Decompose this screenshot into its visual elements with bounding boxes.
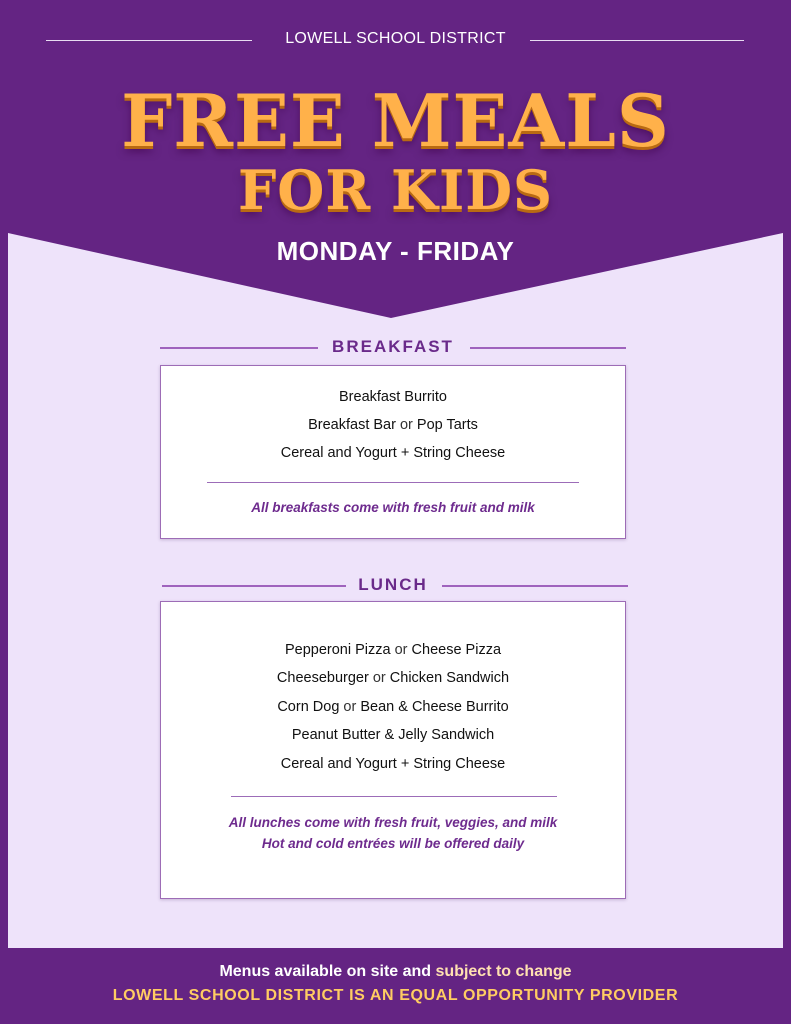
footer-disclaimer-part: Menus available on site and [219,963,432,980]
breakfast-item [161,417,625,433]
footer-disclaimer [0,963,791,981]
breakfast-rule-right [470,347,626,349]
lunch-item-name: Chicken Sandwich [389,670,510,686]
lunch-item-name: Pepperoni Pizza [284,642,391,658]
lunch-card [160,601,626,899]
lunch-note: Hot and cold entrées will be offered daily [261,836,525,851]
breakfast-card [160,365,626,539]
footer-disclaimer-highlight: subject to change [435,963,572,980]
breakfast-item [161,389,625,405]
lunch-rule-right [442,585,628,587]
lunch-item-name: Cheese Pizza [411,642,502,658]
equal-opportunity-statement: LOWELL SCHOOL DISTRICT IS AN EQUAL OPPORTUNITY PROVIDER [112,987,679,1004]
lunch-heading-label: LUNCH [358,575,428,594]
flyer-body [8,8,783,948]
title-line-2: FOR KIDS [237,158,554,222]
breakfast-divider [207,482,579,483]
lunch-item [161,727,625,743]
or-connector: or [372,670,386,686]
breakfast-item-name: Breakfast Bar [308,417,396,433]
breakfast-item-name: Breakfast Burrito [339,389,447,405]
lunch-item-name: Corn Dog [277,699,340,715]
district-name: LOWELL SCHOOL DISTRICT [285,30,506,47]
header-banner [8,8,783,328]
lunch-item [161,642,625,658]
breakfast-note: All breakfasts come with fresh fruit and milk [251,500,535,515]
lunch-item-name: Peanut Butter & Jelly Sandwich [291,727,495,743]
breakfast-item [161,445,625,461]
district-rule-right [530,40,744,41]
breakfast-heading-label: BREAKFAST [332,337,454,356]
or-connector: or [399,417,413,433]
or-connector: or [343,699,357,715]
district-row [8,26,783,56]
lunch-item-name: Cereal and Yogurt + String Cheese [280,756,506,772]
breakfast-item-name: Cereal and Yogurt + String Cheese [280,445,506,461]
lunch-item [161,699,625,715]
lunch-item [161,670,625,686]
lunch-heading [160,574,626,598]
breakfast-item-name: Pop Tarts [416,417,478,433]
service-days: MONDAY - FRIDAY [276,236,515,266]
lunch-note: All lunches come with fresh fruit, veggies, and milk [228,815,558,830]
title-line-1: FREE MEALS [121,78,670,163]
lunch-item-name: Bean & Cheese Burrito [360,699,509,715]
footer-bar [0,948,791,1024]
or-connector: or [394,642,408,658]
lunch-item-name: Cheeseburger [276,670,369,686]
lunch-divider [231,796,557,797]
breakfast-heading [160,336,626,360]
lunch-item [161,756,625,772]
